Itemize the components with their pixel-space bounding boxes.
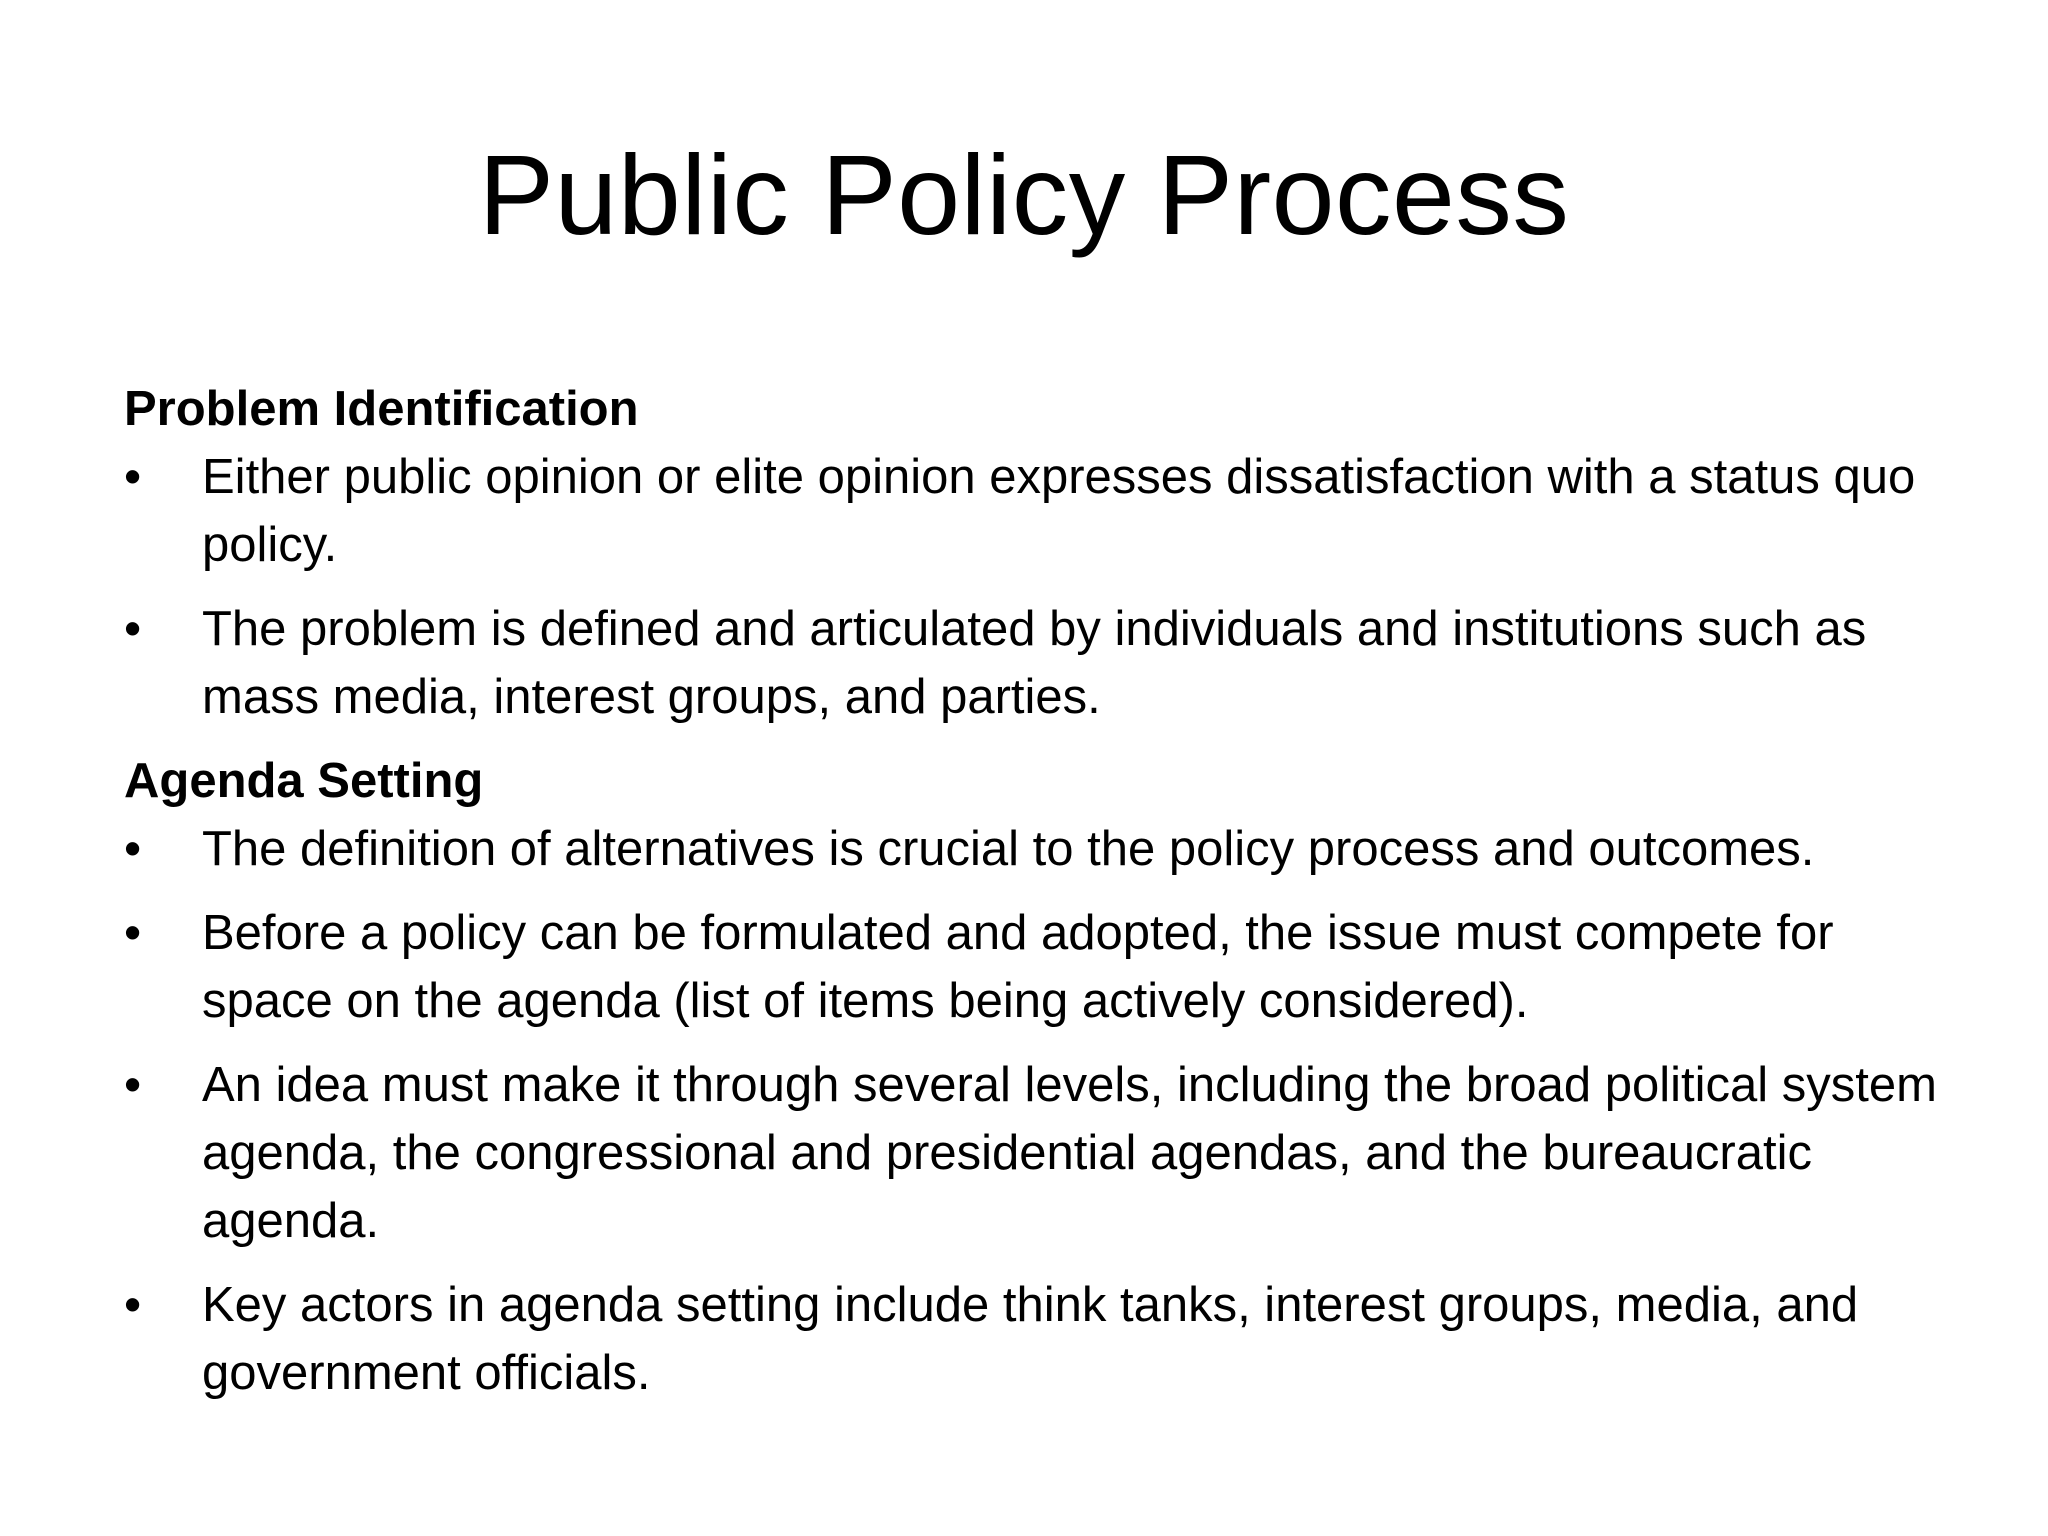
bullet-icon: • — [124, 450, 142, 504]
bullet-icon: • — [124, 1058, 142, 1112]
bullet-item — [124, 443, 1964, 579]
bullet-icon: • — [124, 602, 142, 656]
bullet-text: Key actors in agenda setting include think tanks, interest groups, media, and government officials. — [202, 1278, 1859, 1400]
slide-body — [124, 375, 1964, 1423]
section-problem-identification — [124, 375, 1964, 731]
bullet-list — [124, 815, 1964, 1407]
bullet-item — [124, 1271, 1964, 1407]
bullet-item — [124, 595, 1964, 731]
bullet-icon: • — [124, 1278, 142, 1332]
section-heading: Agenda Setting — [124, 754, 484, 808]
bullet-item — [124, 815, 1964, 883]
section-agenda-setting — [124, 747, 1964, 1407]
bullet-text: The problem is defined and articulated by individuals and institutions such as mass media, interest groups, and parties. — [202, 602, 1867, 724]
bullet-item — [124, 1051, 1964, 1255]
bullet-icon: • — [124, 822, 142, 876]
bullet-list — [124, 443, 1964, 731]
bullet-text: The definition of alternatives is crucial to the policy process and outcomes. — [202, 822, 1815, 876]
bullet-icon: • — [124, 906, 142, 960]
slide-title: Public Policy Process — [478, 132, 1570, 258]
bullet-text: Before a policy can be formulated and adopted, the issue must compete for space on the agenda (list of items being actively considered). — [202, 906, 1834, 1028]
bullet-text: Either public opinion or elite opinion expresses dissatisfaction with a status quo policy. — [202, 450, 1916, 572]
section-heading: Problem Identification — [124, 382, 639, 436]
bullet-text: An idea must make it through several levels, including the broad political system agenda, the congressional and presidential agendas, and the bureaucratic agenda. — [202, 1058, 1937, 1248]
bullet-item — [124, 899, 1964, 1035]
